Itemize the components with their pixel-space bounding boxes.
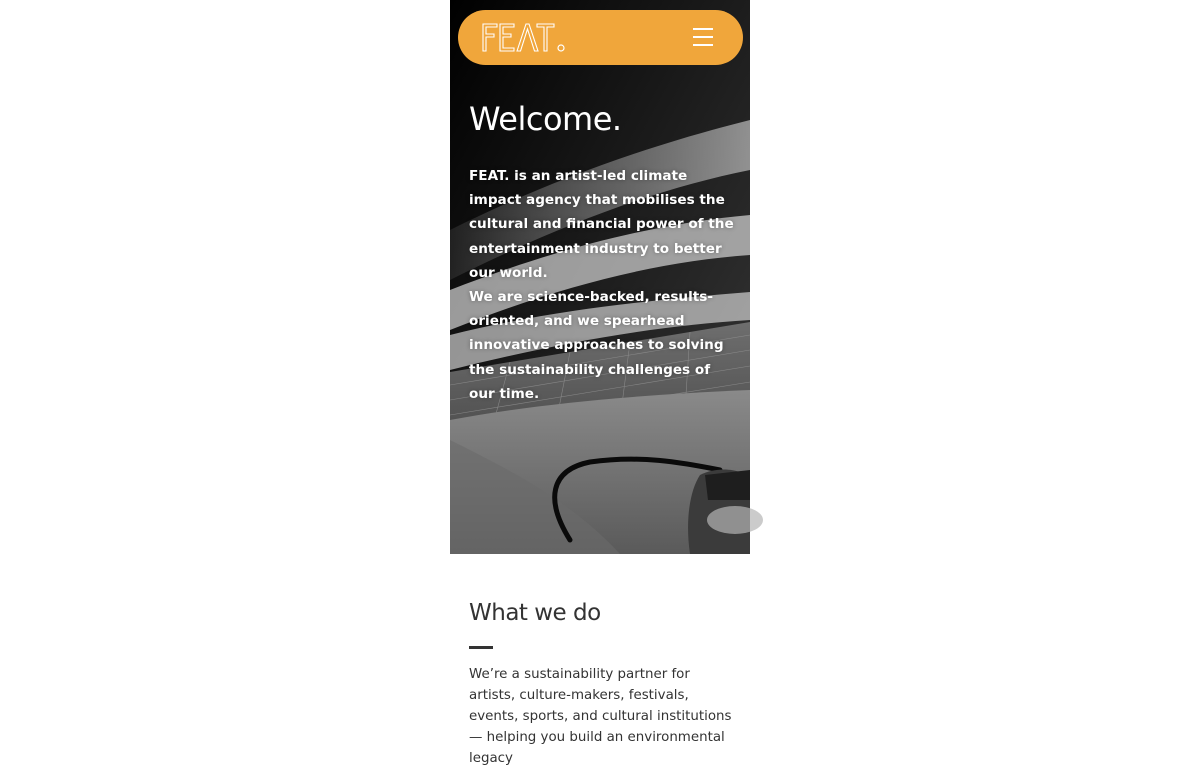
- section-divider: [469, 646, 493, 649]
- hamburger-icon-line: [693, 44, 713, 46]
- hero-title: Welcome.: [469, 100, 622, 138]
- top-navbar: [458, 10, 743, 65]
- hero-paragraph: FEAT. is an artist-led climate impact agency that mobilises the cultural and financial power of the entertainment industry to better our world.: [469, 168, 734, 281]
- hamburger-icon-line: [693, 36, 713, 38]
- menu-button[interactable]: [691, 25, 715, 49]
- hero-intro: [469, 164, 737, 406]
- what-we-do-section: [469, 600, 739, 769]
- mobile-viewport: [450, 0, 750, 766]
- feat-logo[interactable]: [482, 20, 572, 56]
- section-title: What we do: [469, 600, 601, 626]
- hero-section: [450, 0, 750, 554]
- section-text: We’re a sustainability partner for artists, culture-makers, festivals, events, sports, and cultural institutions — helping you build an environmental legacy: [469, 667, 732, 766]
- hero-paragraph: We are science-backed, results-oriented, and we spearhead innovative approaches to solving the sustainability challenges of our time.: [469, 289, 724, 402]
- hamburger-icon: [693, 28, 713, 30]
